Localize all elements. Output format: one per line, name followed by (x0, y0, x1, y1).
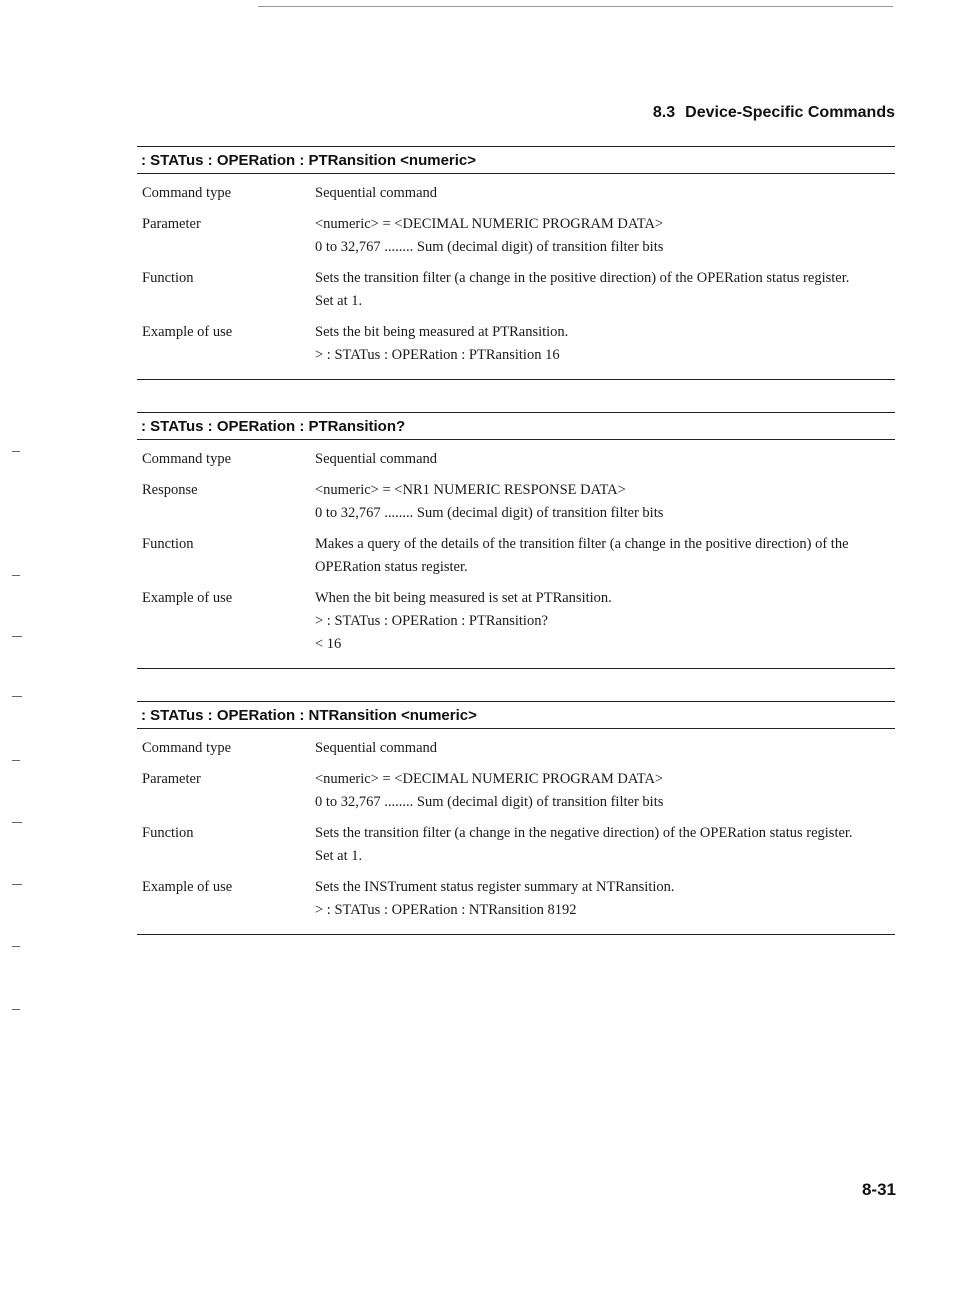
margin-mark (12, 696, 22, 697)
command-title: : STATus : OPERation : PTRansition <numeric> (137, 146, 895, 174)
row-text: When the bit being measured is set at PTRansition. (315, 590, 612, 606)
margin-mark (12, 451, 20, 452)
section-title: Device-Specific Commands (685, 104, 895, 121)
row-text: <numeric> = <NR1 NUMERIC RESPONSE DATA> (315, 482, 626, 498)
row-label: Function (142, 825, 194, 841)
row-label: Parameter (142, 771, 201, 787)
row-text: Makes a query of the details of the transition filter (a change in the positive direction) of the (315, 536, 849, 552)
row-label: Example of use (142, 324, 233, 340)
page-number: 8-31 (861, 1180, 896, 1199)
row-example (137, 587, 895, 656)
row-text: Sets the INSTrument status register summary at NTRansition. (315, 879, 675, 895)
margin-mark (12, 946, 20, 947)
row-text: Sequential command (315, 451, 438, 467)
command-title: : STATus : OPERation : PTRansition? (137, 412, 895, 440)
row-label: Command type (142, 185, 232, 201)
row-function (137, 822, 895, 868)
section-heading (653, 104, 895, 122)
command-block-ptransition-query (137, 412, 895, 669)
row-text: Sets the transition filter (a change in the positive direction) of the OPERation status register. (315, 270, 850, 286)
row-text: <numeric> = <DECIMAL NUMERIC PROGRAM DATA> (315, 771, 664, 787)
row-command-type (137, 737, 895, 760)
row-example (137, 321, 895, 367)
row-text: Sequential command (315, 740, 438, 756)
row-command-type (137, 448, 895, 471)
row-text: Set at 1. (315, 293, 363, 309)
row-example (137, 876, 895, 922)
row-label: Command type (142, 740, 232, 756)
row-text: Set at 1. (315, 848, 363, 864)
row-function (137, 533, 895, 579)
command-block-ptransition-set (137, 146, 895, 380)
command-title: : STATus : OPERation : NTRansition <numeric> (137, 701, 895, 729)
row-command-type (137, 182, 895, 205)
row-text: Sets the transition filter (a change in the negative direction) of the OPERation status register. (315, 825, 853, 841)
row-text: > : STATus : OPERation : NTRansition 8192 (315, 902, 577, 918)
row-text: > : STATus : OPERation : PTRansition 16 (315, 347, 560, 363)
command-block-ntransition-set (137, 701, 895, 935)
row-text: OPERation status register. (315, 559, 468, 575)
margin-mark (12, 822, 22, 823)
row-text: 0 to 32,767 ........ Sum (decimal digit) of transition filter bits (315, 239, 664, 255)
row-response (137, 479, 895, 525)
margin-mark (12, 760, 20, 761)
section-number: 8.3 (652, 104, 676, 121)
block-end-rule (137, 934, 895, 935)
row-text: <numeric> = <DECIMAL NUMERIC PROGRAM DATA> (315, 216, 664, 232)
margin-mark (12, 575, 20, 576)
row-function (137, 267, 895, 313)
row-label: Command type (142, 451, 232, 467)
row-text: 0 to 32,767 ........ Sum (decimal digit) of transition filter bits (315, 505, 664, 521)
top-rule (258, 6, 893, 7)
row-text: Sequential command (315, 185, 438, 201)
row-label: Function (142, 536, 194, 552)
row-label: Example of use (142, 590, 233, 606)
block-end-rule (137, 379, 895, 380)
row-text: < 16 (315, 636, 342, 652)
row-label: Function (142, 270, 194, 286)
row-parameter (137, 768, 895, 814)
margin-mark (12, 884, 22, 885)
row-label: Example of use (142, 879, 233, 895)
block-end-rule (137, 668, 895, 669)
margin-mark (12, 1009, 20, 1010)
row-label: Response (142, 482, 198, 498)
row-parameter (137, 213, 895, 259)
margin-mark (12, 636, 22, 637)
row-text: > : STATus : OPERation : PTRansition? (315, 613, 548, 629)
row-label: Parameter (142, 216, 201, 232)
row-text: Sets the bit being measured at PTRansition. (315, 324, 569, 340)
row-text: 0 to 32,767 ........ Sum (decimal digit) of transition filter bits (315, 794, 664, 810)
